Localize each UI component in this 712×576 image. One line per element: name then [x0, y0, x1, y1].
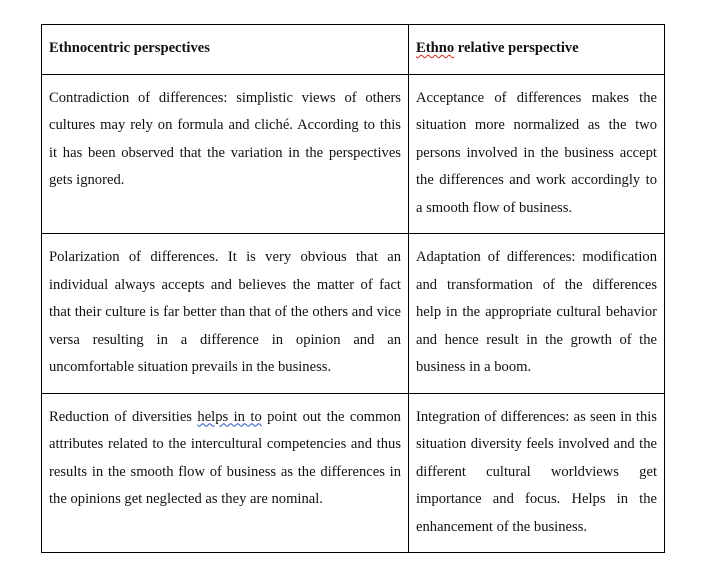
header-ethnorelative — [409, 25, 665, 75]
cell-reduction — [42, 393, 409, 553]
table-row — [42, 393, 665, 553]
perspectives-table — [41, 24, 665, 553]
spelling-flagged-word[interactable]: Ethno — [416, 40, 455, 56]
table-header-row — [42, 25, 665, 75]
cell-acceptance: Acceptance of differences makes the situation more normalized as the two persons involved in the business accept the differences and work accordingly to a smooth flow of business. — [409, 74, 665, 234]
cell-reduction-rest: point out the common attributes related to the intercultural competencies and thus results in the smooth flow of business as the differences in the opinions get neglected as they are nominal. — [49, 408, 401, 507]
cell-integration: Integration of differences: as seen in this situation diversity feels involved and the different cultural worldviews get importance and focus. Helps in the enhancement of the business. — [409, 393, 665, 553]
table-row — [42, 74, 665, 234]
header-ethnocentric-text: Ethnocentric perspectives — [49, 40, 210, 56]
header-ethnocentric — [42, 25, 409, 75]
table-row — [42, 234, 665, 394]
grammar-flagged-phrase[interactable]: helps in to — [197, 408, 262, 425]
cell-adaptation: Adaptation of differences: modification and transformation of the differences help in the appropriate cultural behavior and hence result in the growth of the business in a boom. — [409, 234, 665, 394]
header-ethnorelative-text: relative perspective — [454, 40, 579, 56]
cell-contradiction: Contradiction of differences: simplistic views of others cultures may rely on formula and cliché. According to this it has been observed that the variation in the perspectives gets ignored. — [42, 74, 409, 234]
cell-polarization: Polarization of differences. It is very obvious that an individual always accepts and believes the matter of fact that their culture is far better than that of the others and vice versa resulting in a difference in opinion and an uncomfortable situation prevails in the business. — [42, 234, 409, 394]
cell-reduction-start: Reduction of diversities — [49, 408, 198, 425]
